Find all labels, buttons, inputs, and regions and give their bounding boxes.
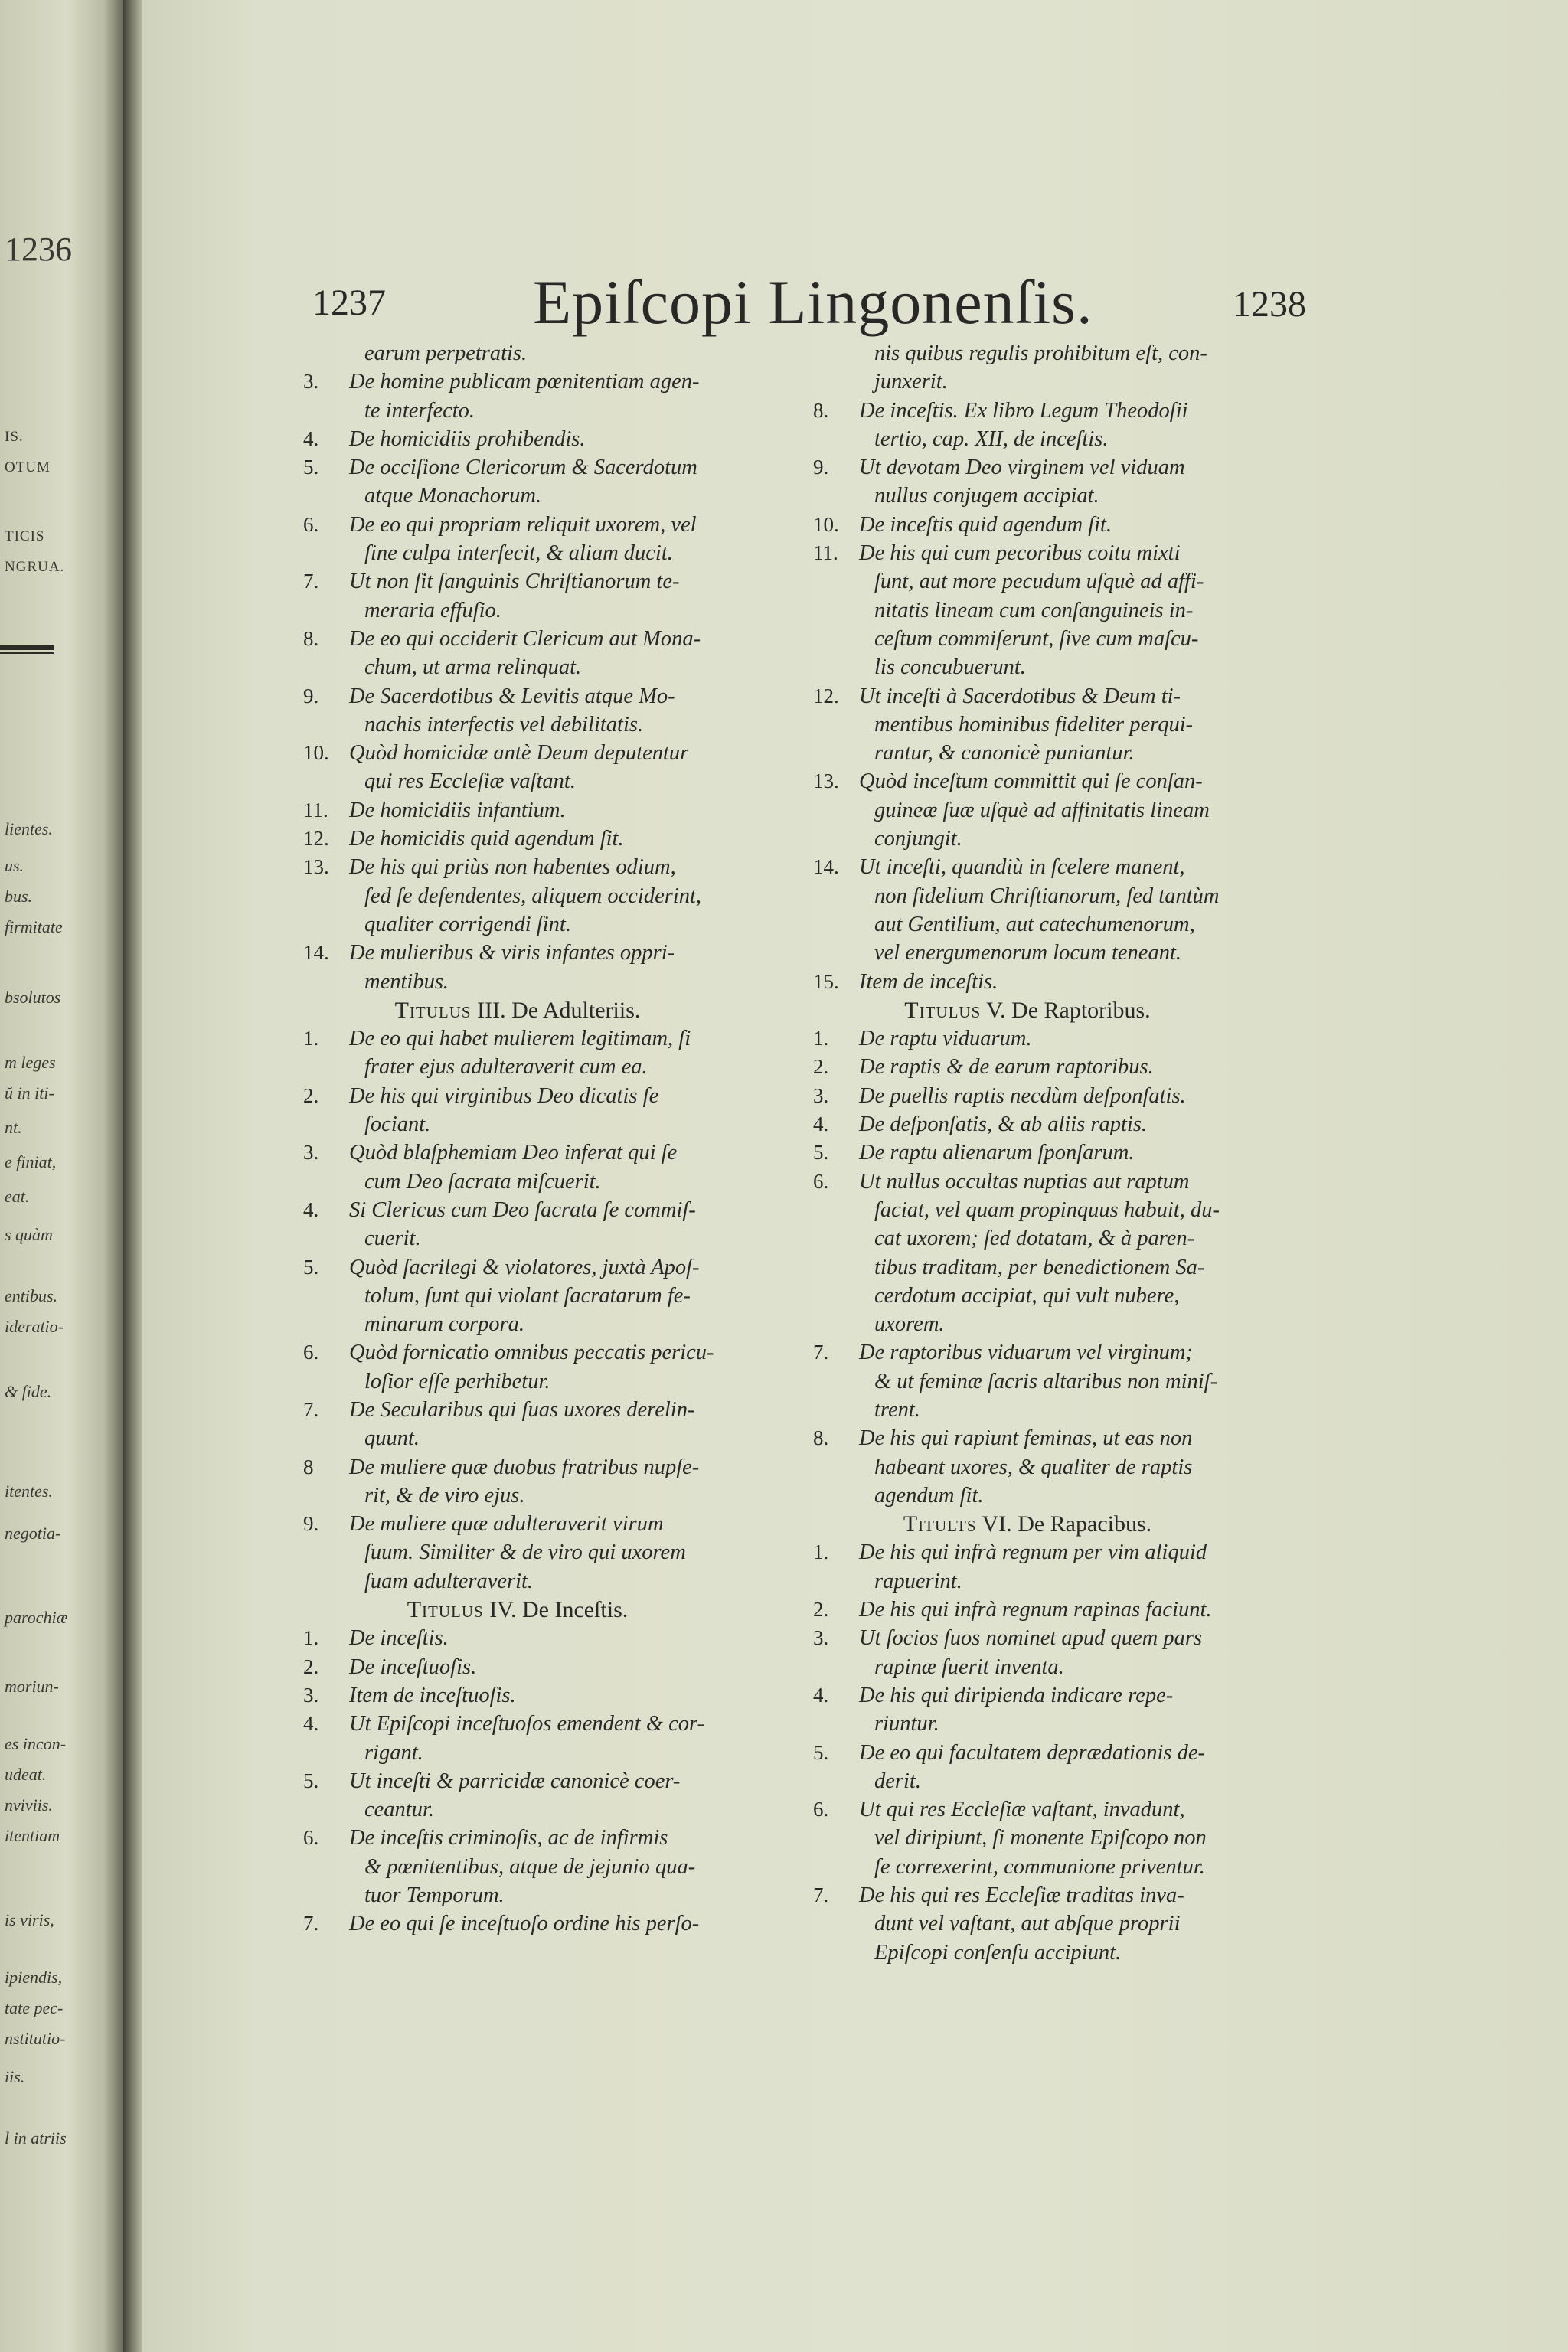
item-text: De eo qui propriam reliquit uxorem, vel [349, 512, 697, 537]
list-item-continuation [813, 596, 1257, 625]
list-item-continuation [813, 1767, 1257, 1795]
list-item [813, 1024, 1257, 1053]
item-text: Ut ſocios ſuos nominet apud quem pars [859, 1626, 1203, 1651]
item-number: 7. [813, 1883, 829, 1907]
item-text: De mulieribus & viris infantes oppri- [349, 941, 675, 965]
item-text: rigant. [364, 1740, 423, 1765]
item-number: 14. [813, 855, 839, 879]
item-number: 6. [303, 512, 319, 536]
item-text: rapinæ fuerit inventa. [874, 1655, 1064, 1679]
item-text: De inceſtis. [349, 1626, 449, 1651]
item-text: tertio, cap. XII, de inceſtis. [874, 426, 1109, 451]
item-number: 12. [813, 684, 839, 707]
item-text: De his qui priùs non habentes odium, [349, 855, 676, 880]
item-text: cum Deo ſacrata miſcuerit. [364, 1169, 601, 1194]
list-item-continuation [813, 1853, 1257, 1881]
list-item [813, 968, 1257, 996]
section-heading-title: VI. De Rapacibus. [976, 1511, 1152, 1537]
item-text: De deſponſatis, & ab aliis raptis. [859, 1112, 1148, 1137]
item-text: ſed ſe defendentes, aliquem occiderint, [364, 884, 702, 908]
section-heading-title: III. De Adulteriis. [471, 997, 641, 1023]
list-item-continuation [813, 796, 1257, 825]
list-item-continuation [813, 425, 1257, 453]
item-text: Ut inceſti, quandiù in ſcelere manent, [859, 855, 1185, 880]
list-item-continuation [813, 1367, 1257, 1396]
item-text: quunt. [364, 1426, 420, 1451]
item-text: ſine culpa interfecit, & aliam ducit. [364, 541, 673, 566]
list-item [813, 453, 1257, 482]
item-number: 6. [813, 1169, 829, 1193]
item-text: & ut feminæ ſacris altaribus non miniſ- [874, 1369, 1218, 1393]
item-text: tolum, ſunt qui violant ſacratarum fe- [364, 1283, 691, 1308]
item-number: 12. [303, 827, 329, 851]
item-text: mentibus hominibus fideliter perqui- [874, 712, 1194, 737]
facing-page-fragment: bsolutos [5, 988, 61, 1007]
facing-page-fragment: moriun- [5, 1677, 59, 1696]
item-text: Si Clericus cum Deo ſacrata ſe commiſ- [349, 1197, 696, 1222]
list-item [813, 1082, 1257, 1110]
item-text: te interfecto. [364, 398, 475, 423]
list-item-continuation [813, 625, 1257, 653]
list-item-continuation [813, 368, 1257, 396]
facing-page-fragment: us. [5, 856, 24, 875]
list-item-continuation [813, 1224, 1257, 1253]
facing-page-fragment: tate pec- [5, 1998, 64, 2017]
item-text: trent. [874, 1397, 920, 1422]
book-gutter [122, 0, 142, 2352]
list-item-continuation [813, 1310, 1257, 1338]
item-text: qualiter corrigendi ſint. [364, 912, 571, 936]
item-number: 1. [813, 1540, 829, 1564]
facing-page-rule [0, 645, 54, 650]
item-text: derit. [874, 1769, 921, 1793]
list-item-continuation [813, 739, 1257, 767]
list-item [813, 1110, 1257, 1138]
item-text: De his qui diripienda indicare repe- [859, 1683, 1174, 1707]
list-item [813, 1168, 1257, 1196]
item-text: frater ejus adulteraverit cum ea. [364, 1055, 648, 1080]
list-item [813, 1424, 1257, 1452]
item-text: ſunt, aut more pecudum uſquè ad affi- [874, 570, 1204, 594]
list-item [813, 1624, 1257, 1652]
item-number: 8. [813, 1426, 829, 1450]
item-number: 11. [813, 541, 838, 565]
item-text: De homicidiis infantium. [349, 798, 566, 822]
item-text: De puellis raptis necdùm deſponſatis. [859, 1083, 1186, 1108]
item-text: non fidelium Chriſtianorum, ſed tantùm [874, 884, 1220, 908]
item-text: De his qui cum pecoribus coitu mixti [859, 541, 1181, 566]
item-text: meraria effuſio. [364, 598, 501, 622]
item-number: 3. [303, 1141, 319, 1165]
item-text: atque Monachorum. [364, 484, 542, 508]
item-text: De homicidis quid agendum ſit. [349, 827, 624, 851]
item-text: rapuerint. [874, 1569, 962, 1593]
item-text: De inceſtuoſis. [349, 1655, 477, 1679]
item-text: ſuam adulteraverit. [364, 1569, 534, 1593]
item-text: habeant uxores, & qualiter de raptis [874, 1455, 1193, 1479]
list-item-continuation [813, 567, 1257, 596]
list-item [813, 539, 1257, 567]
facing-page-fragment: is viris, [5, 1910, 54, 1929]
item-text: faciat, vel quam propinquus habuit, du- [874, 1197, 1220, 1222]
item-text: nullus conjugem accipiat. [874, 484, 1099, 508]
facing-page-fragment: lientes. [5, 819, 53, 838]
facing-page-fragment: ipiendis, [5, 1968, 63, 1987]
list-item [813, 853, 1257, 881]
page-title: Epiſcopi Lingonenſis. [533, 267, 1093, 337]
page-number-right: 1238 [1233, 284, 1306, 325]
section-heading-label: Titulus [407, 1597, 484, 1623]
item-number: 10. [813, 512, 839, 536]
item-number: 6. [303, 1826, 319, 1850]
item-text: De raptu alienarum ſponſarum. [859, 1141, 1135, 1165]
item-text: cerdotum accipiat, qui vult nubere, [874, 1283, 1180, 1308]
facing-page-fragment: IS. [5, 429, 24, 445]
item-text: De raptu viduarum. [859, 1027, 1032, 1051]
facing-page-fragment: negotia- [5, 1524, 61, 1543]
item-text: & pœnitentibus, atque de jejunio qua- [364, 1854, 696, 1879]
item-text: Ut qui res Eccleſiæ vaſtant, invadunt, [859, 1798, 1185, 1822]
item-text: De muliere quæ duobus fratribus nupſe- [349, 1455, 700, 1479]
running-head [142, 260, 1568, 345]
item-text: lis concubuerunt. [874, 655, 1026, 680]
item-text: De homicidiis prohibendis. [349, 426, 586, 451]
item-number: 4. [813, 1683, 829, 1707]
item-text: vel energumenorum locum teneant. [874, 941, 1181, 965]
facing-page-fragment: TICIS [5, 528, 45, 544]
item-number: 3. [303, 1683, 319, 1707]
item-text: De inceſtis quid agendum ſit. [859, 512, 1112, 537]
item-text: Quòd blaſphemiam Deo inferat qui ſe [349, 1141, 678, 1165]
item-text: Quòd inceſtum committit qui ſe conſan- [859, 769, 1203, 794]
item-number: 7. [813, 1341, 829, 1364]
item-text: De inceſtis. Ex libro Legum Theodoſii [859, 398, 1188, 423]
page-number-left: 1237 [312, 283, 386, 323]
item-number: 1. [813, 1027, 829, 1050]
item-text: rantur, & canonicè puniantur. [874, 741, 1135, 766]
list-item-continuation [813, 1710, 1257, 1738]
item-number: 5. [303, 1255, 319, 1279]
item-number: 5. [813, 1740, 829, 1764]
item-text: Ut Epiſcopi inceſtuoſos emendent & cor- [349, 1712, 705, 1736]
item-number: 8 [303, 1455, 314, 1478]
list-item [813, 1338, 1257, 1367]
item-number: 11. [303, 798, 328, 822]
facing-page-fragment: entibus. [5, 1286, 58, 1305]
list-item [813, 1795, 1257, 1824]
item-text: qui res Eccleſiæ vaſtant. [364, 769, 576, 794]
facing-page-fragment: eat. [5, 1187, 30, 1206]
list-item [813, 1881, 1257, 1909]
facing-page-fragment: itentes. [5, 1481, 53, 1501]
item-text: nis quibus regulis prohibitum eſt, con- [874, 341, 1207, 365]
item-text: De his qui infrà regnum per vim aliquid [859, 1540, 1207, 1565]
item-number: 8. [813, 398, 829, 422]
item-text: Quòd fornicatio omnibus peccatis pericu- [349, 1341, 714, 1365]
item-number: 7. [303, 570, 319, 593]
item-text: nachis interfectis vel debilitatis. [364, 712, 644, 737]
list-item-continuation [813, 1396, 1257, 1424]
facing-page-fragment: ŭ in iti- [5, 1083, 54, 1102]
list-item [813, 1138, 1257, 1167]
item-text: riuntur. [874, 1712, 939, 1736]
facing-page-fragment: bus. [5, 887, 33, 906]
item-text: cuerit. [364, 1227, 421, 1251]
item-text: minarum corpora. [364, 1312, 525, 1337]
facing-page-fragment: parochiæ [5, 1608, 68, 1627]
item-text: vel diripiunt, ſi monente Epiſcopo non [874, 1826, 1207, 1851]
item-text: De eo qui habet mulierem legitimam, ſi [349, 1027, 691, 1051]
item-text: conjungit. [874, 827, 962, 851]
item-text: Ut nullus occultas nuptias aut raptum [859, 1169, 1190, 1194]
section-heading-label: Titulus [904, 997, 982, 1023]
item-number: 3. [813, 1083, 829, 1107]
item-text: Quòd ſacrilegi & violatores, juxtà Apoſ- [349, 1255, 700, 1279]
section-heading [303, 1596, 732, 1624]
item-text: De muliere quæ adulteraverit virum [349, 1512, 664, 1537]
item-number: 10. [303, 741, 329, 765]
item-text: De raptis & de earum raptoribus. [859, 1055, 1154, 1080]
item-text: cat uxorem; ſed dotatam, & à paren- [874, 1227, 1195, 1251]
section-heading-label: Titults [903, 1511, 977, 1537]
list-item [813, 1596, 1257, 1624]
facing-page-fragment: NGRUA. [5, 559, 65, 575]
item-text: Ut devotam Deo virginem vel viduam [859, 456, 1185, 480]
list-item-continuation [813, 882, 1257, 910]
list-item-continuation [813, 1939, 1257, 1967]
list-item [813, 397, 1257, 425]
item-number: 4. [303, 1197, 319, 1221]
item-text: De occiſione Clericorum & Sacerdotum [349, 456, 697, 480]
item-text: nitatis lineam cum conſanguineis in- [874, 598, 1194, 622]
item-text: De his qui infrà regnum rapinas faciunt. [859, 1598, 1212, 1622]
facing-page-fragment: nt. [5, 1118, 22, 1137]
item-number: 14. [303, 941, 329, 965]
item-text: De eo qui occiderit Clericum aut Mona- [349, 626, 701, 651]
item-number: 7. [303, 1397, 319, 1421]
facing-page-fragment: m leges [5, 1053, 56, 1072]
list-item-continuation [813, 825, 1257, 853]
list-item-continuation [813, 1196, 1257, 1224]
facing-page-fragment: l in atriis [5, 2128, 67, 2148]
item-number: 5. [303, 456, 319, 479]
item-text: ſuum. Similiter & de viro qui uxorem [364, 1540, 686, 1565]
facing-page-fragment: OTUM [5, 459, 51, 475]
list-item [813, 511, 1257, 539]
list-item-continuation [813, 482, 1257, 510]
list-item [813, 682, 1257, 710]
item-number: 13. [303, 855, 329, 879]
item-text: earum perpetratis. [364, 341, 528, 365]
item-text: De Sacerdotibus & Levitis atque Mo- [349, 684, 675, 708]
facing-page-fragment: es incon- [5, 1734, 67, 1753]
item-number: 3. [303, 370, 319, 394]
item-number: 1. [303, 1626, 319, 1650]
item-text: De homine publicam pœnitentiam agen- [349, 370, 700, 394]
item-number: 9. [303, 1512, 319, 1536]
section-heading [813, 996, 1242, 1024]
list-item-continuation [813, 653, 1257, 681]
list-item-continuation [813, 939, 1257, 967]
item-text: aut Gentilium, aut catechumenorum, [874, 912, 1195, 936]
section-heading-label: Titulus [394, 997, 472, 1023]
list-item [813, 1681, 1257, 1710]
item-number: 9. [303, 684, 319, 707]
list-item-continuation [813, 1653, 1257, 1681]
item-text: chum, ut arma relinquat. [364, 655, 582, 680]
list-item-continuation [813, 910, 1257, 939]
facing-page-rule-thin [0, 652, 54, 654]
facing-page-fragment: firmitate [5, 917, 63, 936]
item-number: 2. [303, 1655, 319, 1678]
list-item [813, 1538, 1257, 1566]
facing-page-fragment: udeat. [5, 1765, 47, 1784]
item-number: 5. [813, 1141, 829, 1165]
item-text: dunt vel vaſtant, aut abſque proprii [874, 1912, 1181, 1936]
list-item [813, 1739, 1257, 1767]
item-text: Epiſcopi conſenſu accipiunt. [874, 1940, 1122, 1965]
list-item-continuation [813, 1567, 1257, 1596]
item-text: De his qui res Eccleſiæ traditas inva- [859, 1883, 1184, 1908]
section-heading-title: IV. De Inceſtis. [483, 1597, 629, 1623]
facing-page-number: 1236 [5, 230, 72, 268]
item-text: Item de inceſtis. [859, 969, 998, 994]
facing-page-fragment: ideratio- [5, 1317, 64, 1336]
item-text: rit, & de viro ejus. [364, 1483, 525, 1508]
item-number: 4. [813, 1112, 829, 1136]
item-text: De inceſtis criminoſis, ac de infirmis [349, 1826, 668, 1851]
item-number: 13. [813, 769, 839, 793]
facing-page-fragment: e finiat, [5, 1152, 57, 1171]
item-text: agendum ſit. [874, 1483, 984, 1508]
item-text: guineæ ſuæ uſquè ad affinitatis lineam [874, 798, 1210, 822]
item-text: mentibus. [364, 969, 449, 994]
item-number: 9. [813, 456, 829, 479]
item-text: De eo qui ſe inceſtuoſo ordine his perſo- [349, 1912, 700, 1936]
list-item [813, 1053, 1257, 1081]
right-column [813, 339, 1257, 1967]
item-number: 1. [303, 1027, 319, 1050]
item-text: De raptoribus viduarum vel virginum; [859, 1341, 1193, 1365]
item-text: De Secularibus qui ſuas uxores derelin- [349, 1397, 695, 1422]
item-text: De eo qui facultatem deprædationis de- [859, 1740, 1205, 1765]
list-item-continuation [813, 1453, 1257, 1481]
book-page [142, 0, 1568, 2352]
item-number: 15. [813, 969, 839, 993]
item-number: 6. [813, 1798, 829, 1821]
item-number: 2. [813, 1055, 829, 1079]
item-number: 6. [303, 1341, 319, 1364]
item-number: 4. [303, 426, 319, 450]
item-number: 5. [303, 1769, 319, 1792]
item-number: 4. [303, 1712, 319, 1736]
item-text: ceantur. [364, 1798, 435, 1822]
list-item-continuation [813, 1824, 1257, 1852]
item-number: 7. [303, 1912, 319, 1936]
item-text: De his qui virginibus Deo dicatis ſe [349, 1083, 659, 1108]
item-text: tuor Temporum. [364, 1883, 505, 1908]
item-text: ſe correxerint, communione priventur. [874, 1854, 1205, 1879]
item-text: Ut inceſti à Sacerdotibus & Deum ti- [859, 684, 1181, 708]
item-text: Quòd homicidæ antè Deum deputentur [349, 741, 689, 766]
item-text: junxerit. [874, 370, 948, 394]
list-item-continuation [813, 1282, 1257, 1310]
item-text: Ut non ſit ſanguinis Chriſtianorum te- [349, 570, 680, 594]
facing-page-fragment: iis. [5, 2067, 25, 2086]
item-text: ceſtum commiſerunt, ſive cum maſcu- [874, 626, 1199, 651]
list-item-continuation [813, 1909, 1257, 1938]
item-number: 2. [303, 1083, 319, 1107]
facing-page-fragment: & fide. [5, 1382, 52, 1401]
section-heading-title: V. De Raptoribus. [981, 997, 1151, 1023]
list-item-continuation [813, 710, 1257, 739]
item-text: loſior eſſe perhibetur. [364, 1369, 550, 1393]
item-text: ſociant. [364, 1112, 431, 1137]
list-item-continuation [813, 1253, 1257, 1282]
item-text: Item de inceſtuoſis. [349, 1683, 516, 1707]
facing-page-fragment: itentiam [5, 1826, 60, 1845]
list-item-continuation [813, 339, 1257, 368]
item-text: Ut inceſti & parricidæ canonicè coer- [349, 1769, 681, 1793]
item-text: uxorem. [874, 1312, 945, 1337]
item-number: 8. [303, 626, 319, 650]
facing-page-edge [0, 0, 122, 2352]
list-item [813, 767, 1257, 795]
list-item-continuation [813, 1481, 1257, 1510]
item-text: tibus traditam, per benedictionem Sa- [874, 1255, 1205, 1279]
section-heading [813, 1510, 1242, 1538]
facing-page-fragment: s quàm [5, 1225, 53, 1244]
facing-page-fragment: nviviis. [5, 1795, 53, 1815]
item-text: De his qui rapiunt feminas, ut eas non [859, 1426, 1193, 1451]
item-number: 2. [813, 1598, 829, 1622]
item-number: 3. [813, 1626, 829, 1650]
facing-page-fragment: nstitutio- [5, 2029, 66, 2048]
section-heading [303, 996, 732, 1024]
